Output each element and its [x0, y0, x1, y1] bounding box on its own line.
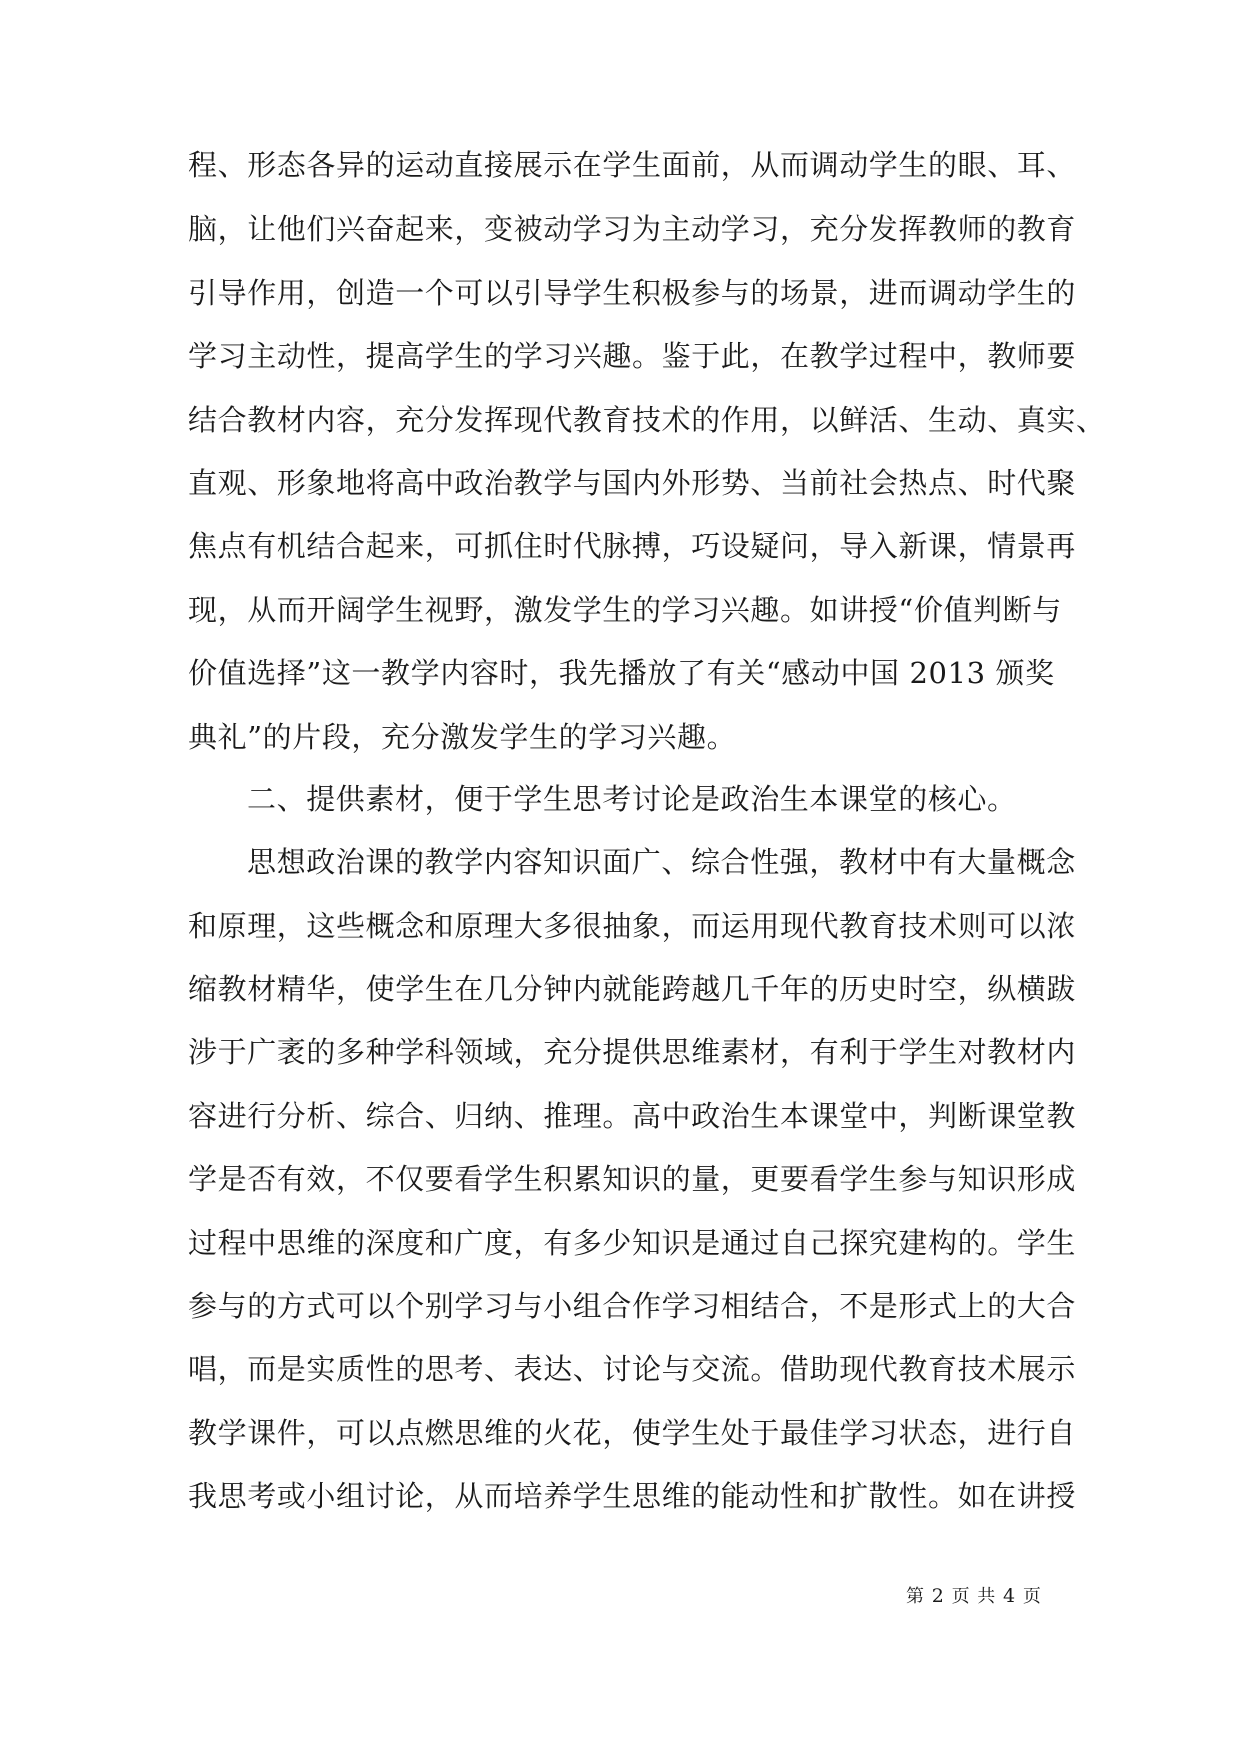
text-line-1: 程、形态各异的运动直接展示在学生面前，从而调动学生的眼、耳、: [188, 148, 1077, 182]
text-line-14: 缩教材精华，使学生在几分钟内就能跨越几千年的历史时空，纵横跋: [188, 972, 1077, 1006]
text-line-4: 学习主动性，提高学生的学习兴趣。鉴于此，在教学过程中，教师要: [188, 339, 1077, 373]
footer-middle: 页 共: [951, 1586, 997, 1607]
footer-page-number: 2: [931, 1585, 945, 1607]
text-line-8: 现，从而开阔学生视野，激发学生的学习兴趣。如讲授“价值判断与: [188, 593, 1062, 627]
page-footer: [906, 1584, 1042, 1609]
text-line-15: 涉于广袤的多种学科领域，充分提供思维素材，有利于学生对教材内: [188, 1035, 1077, 1069]
text-line-12: 思想政治课的教学内容知识面广、综合性强，教材中有大量概念: [247, 845, 1076, 879]
text-line-10: 典礼”的片段，充分激发学生的学习兴趣。: [188, 720, 737, 754]
footer-suffix: 页: [1022, 1586, 1042, 1607]
text-line-2: 脑，让他们兴奋起来，变被动学习为主动学习，充分发挥教师的教育: [188, 212, 1077, 246]
text-line-13: 和原理，这些概念和原理大多很抽象，而运用现代教育技术则可以浓: [188, 909, 1077, 943]
text-line-3: 引导作用，创造一个可以引导学生积极参与的场景，进而调动学生的: [188, 276, 1077, 310]
text-line-21: 教学课件，可以点燃思维的火花，使学生处于最佳学习状态，进行自: [188, 1416, 1077, 1450]
section-heading: 二、提供素材，便于学生思考讨论是政治生本课堂的核心。: [247, 782, 1017, 816]
text-line-16: 容进行分析、综合、归纳、推理。高中政治生本课堂中，判断课堂教: [188, 1099, 1077, 1133]
text-line-20: 唱，而是实质性的思考、表达、讨论与交流。借助现代教育技术展示: [188, 1352, 1077, 1386]
text-line-18: 过程中思维的深度和广度，有多少知识是通过自己探究建构的。学生: [188, 1226, 1077, 1260]
footer-prefix: 第: [906, 1586, 925, 1607]
text-line-22: 我思考或小组讨论，从而培养学生思维的能动性和扩散性。如在讲授: [188, 1479, 1077, 1513]
footer-total-pages: 4: [1003, 1585, 1017, 1607]
text-line-9: 价值选择”这一教学内容时，我先播放了有关“感动中国 2013 颁奖: [188, 656, 1055, 690]
text-line-5: 结合教材内容，充分发挥现代教育技术的作用，以鲜活、生动、真实、: [188, 403, 1106, 437]
text-line-19: 参与的方式可以个别学习与小组合作学习相结合，不是形式上的大合: [188, 1289, 1077, 1323]
text-line-7: 焦点有机结合起来，可抓住时代脉搏，巧设疑问，导入新课，情景再: [188, 529, 1077, 563]
text-line-6: 直观、形象地将高中政治教学与国内外形势、当前社会热点、时代聚: [188, 466, 1077, 500]
text-line-17: 学是否有效，不仅要看学生积累知识的量，更要看学生参与知识形成: [188, 1162, 1077, 1196]
